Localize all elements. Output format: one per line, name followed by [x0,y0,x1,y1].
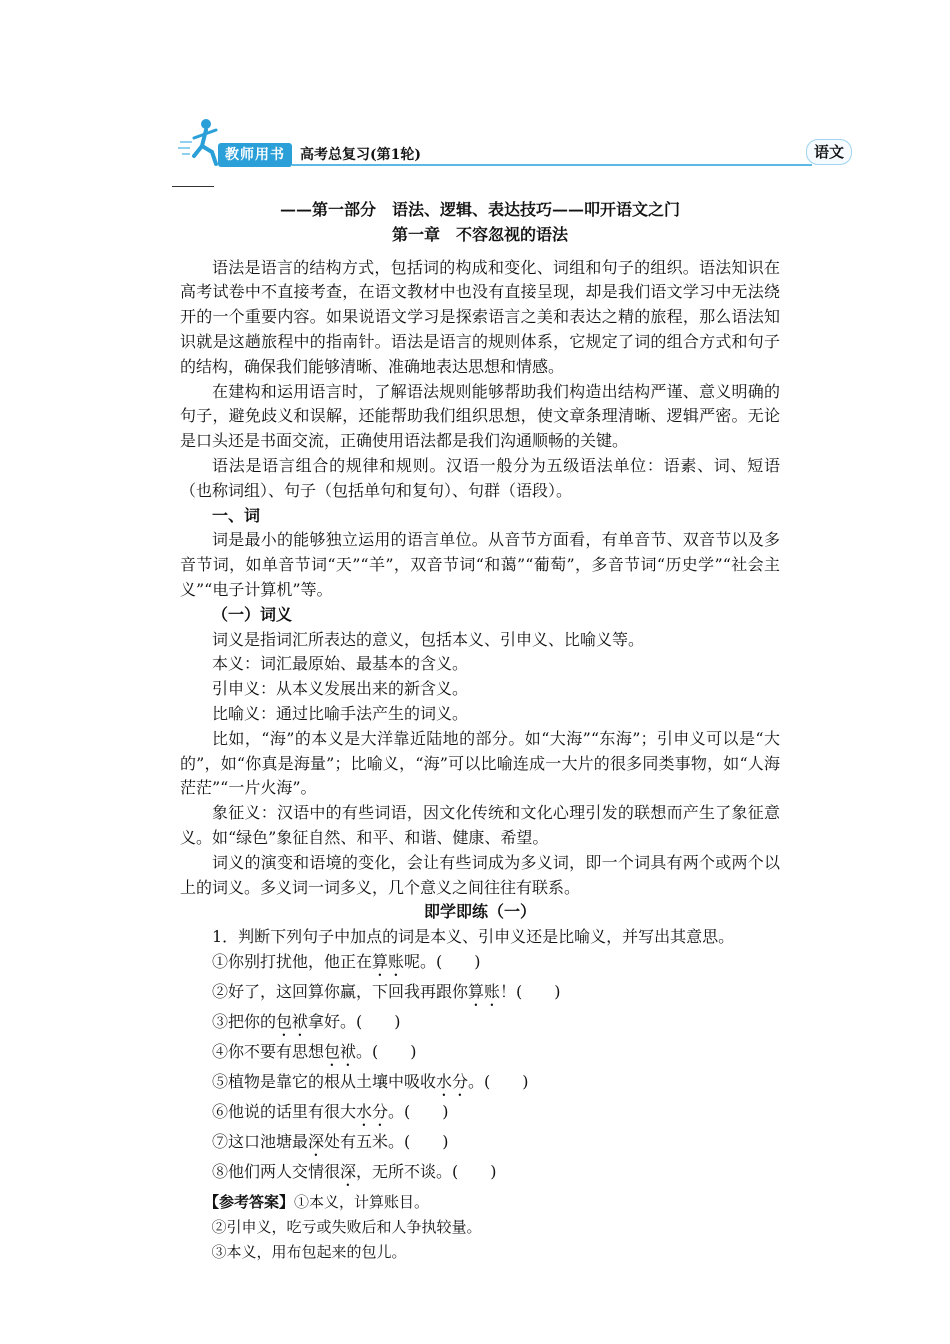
answer-line: ③本义，用布包起来的包儿。 [211,1242,407,1261]
practice-item: ③把你的包袱拿好。( ) [212,1011,401,1031]
answer-line: 【参考答案】①本义，计算账目。 [204,1192,430,1211]
section-heading-word: 一、词 [212,505,261,525]
meaning-line: 引申义：从本义发展出来的新含义。 [212,679,469,699]
subsection-heading-meaning: （一）词义 [212,604,293,624]
answer-line: ②引申义，吃亏或失败后和人争执较量。 [211,1217,482,1236]
practice-item: ②好了，这回算你赢，下回我再跟你算账！( ) [212,981,561,1001]
practice-item: ①你别打扰他，他正在算账呢。( ) [212,951,481,971]
intro-paragraph-1: 语法是语言的结构方式，包括词的构成和变化、词组和句子的组织。语法知识在高考试卷中不直接考查，在语文教材中也没有直接呈现，却是我们语文学习中无法绕开的一个重要内容。如果说语文学习是探索语言之美和表达之精的旅程，那么语法知识就是这趟旅程中的指南针。语法是语言的规则体系，它规定了词的组合方式和句子的结构，确保我们能够清晰、准确地表达思想和情感。 [180,257,780,376]
header-rule [292,164,812,166]
meaning-line: 本义：词汇最原始、最基本的含义。 [212,654,469,674]
intro-paragraph-2: 在建构和运用语言时，了解语法规则能够帮助我们构造出结构严谨、意义明确的句子，避免歧义和误解，还能帮助我们组织思想，使文章条理清晰、逻辑严密。无论是口头还是书面交流，正确使用语法都是我们沟通顺畅的关键。 [180,381,780,451]
page-header [0,0,950,200]
chapter-title: 第一章 不容忽视的语法 [391,224,568,244]
practice-item: ④你不要有思想包袱。( ) [212,1041,417,1061]
main-content [180,196,780,1264]
meaning-line: 比如，“海”的本义是大洋靠近陆地的部分。如“大海”“东海”；引申义可以是“大的”，如“你真是海量”；比喻义，“海”可以比喻连成一大片的很多同类事物，如“人海茫茫”“一片火海”。 [180,728,780,798]
short-divider [172,186,214,187]
practice-item: ⑧他们两人交情很深，无所不谈。( ) [212,1161,497,1181]
answer-label: 【参考答案】 [204,1192,295,1211]
meaning-line: 词义的演变和语境的变化，会让有些词成为多义词，即一个词具有两个或两个以上的词义。多义词一词多义，几个意义之间往往有联系。 [180,852,780,897]
practice-item: ⑥他说的话里有很大水分。( ) [212,1101,449,1121]
book-title: 高考总复习(第1轮) [300,147,421,163]
meaning-line: 比喻义：通过比喻手法产生的词义。 [212,703,469,723]
section-word-text: 词是最小的能够独立运用的语言单位。从音节方面看，有单音节、双音节以及多音节词，如单音节词“天”“羊”，双音节词“和蔼”“葡萄”，多音节词“历史学”“社会主义”“电子计算机”等。 [180,530,780,599]
meaning-line: 词义是指词汇所表达的意义，包括本义、引申义、比喻义等。 [212,629,645,649]
subject-label: 语文 [806,139,852,165]
part-title: ——第一部分 语法、逻辑、表达技巧——叩开语文之门 [279,200,680,219]
practice-item: ⑤植物是靠它的根从土壤中吸收水分。( ) [212,1071,529,1091]
intro-paragraph-3: 语法是语言组合的规律和规则。汉语一般分为五级语法单位：语素、词、短语（也称词组）、句子（包括单句和复句）、句群（语段）。 [180,455,780,500]
practice-title: 即学即练（一） [423,902,536,922]
practice-question: 1．判断下列句子中加点的词是本义、引申义还是比喻义，并写出其意思。 [212,927,735,947]
teacher-book-badge: 教师用书 [218,143,292,167]
practice-item: ⑦这口池塘最深处有五米。( ) [212,1131,449,1151]
meaning-line: 象征义：汉语中的有些词语，因文化传统和文化心理引发的联想而产生了象征意义。如“绿色”象征自然、和平、和谐、健康、希望。 [180,803,780,847]
